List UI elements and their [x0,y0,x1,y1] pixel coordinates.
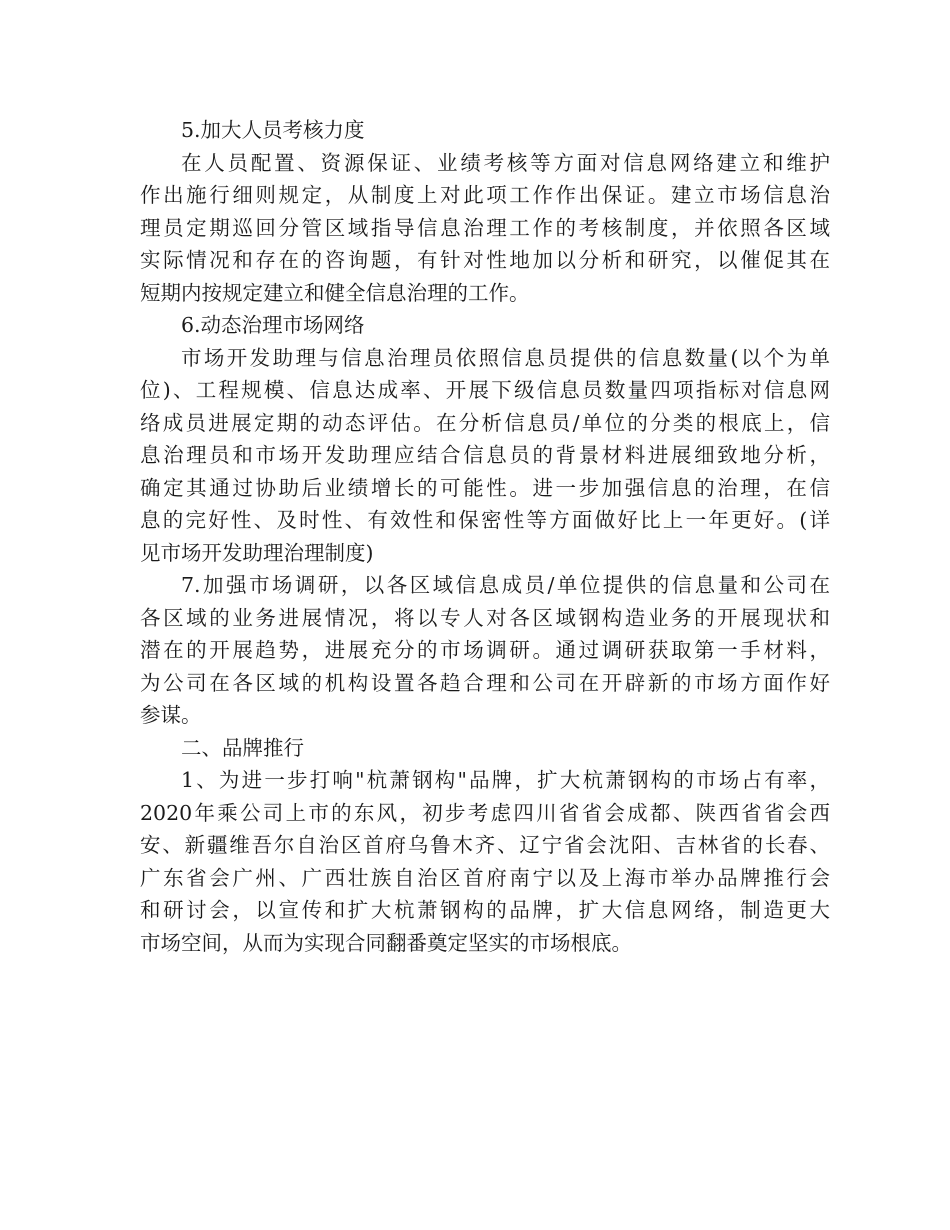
paragraph-line: 理员定期巡回分管区域指导信息治理工作的考核制度，并依照各区域 [140,215,830,240]
document-body [140,114,830,959]
paragraph-line: 潜在的开展趋势，进展充分的市场调研。通过调研获取第一手材料， [140,638,830,662]
paragraph-line: 1、为进一步打响"杭萧钢构"品牌，扩大杭萧钢构的市场占有率， [181,768,830,792]
paragraph-line: 在人员配置、资源保证、业绩考核等方面对信息网络建立和维护 [181,150,830,175]
paragraph-line: 位)、工程规模、信息达成率、开展下级信息员数量四项指标对信息网 [140,378,830,402]
paragraph-line: 短期内按规定建立和健全信息治理的工作。 [140,280,530,305]
section-heading: 5.加大人员考核力度 [181,118,365,142]
paragraph-line: 络成员进展定期的动态评估。在分析信息员/单位的分类的根底上，信 [140,410,830,435]
paragraph-line: 息治理员和市场开发助理应结合信息员的背景材料进展细致地分析， [140,443,830,467]
paragraph-line: 参谋。 [140,703,202,727]
paragraph-line: 为公司在各区域的机构设置各趋合理和公司在开辟新的市场方面作好 [140,670,830,695]
section-heading: 6.动态治理市场网络 [181,313,365,337]
paragraph-line: 和研讨会，以宣传和扩大杭萧钢构的品牌，扩大信息网络，制造更大 [140,898,830,922]
paragraph-line: 7.加强市场调研，以各区域信息成员/单位提供的信息量和公司在 [181,573,830,597]
paragraph-line: 2020年乘公司上市的东风，初步考虑四川省省会成都、陕西省省会西 [140,800,830,825]
paragraph-line: 实际情况和存在的咨询题，有针对性地加以分析和研究，以催促其在 [140,248,830,272]
paragraph-line: 见市场开发助理治理制度) [140,540,374,565]
paragraph-line: 市场空间，从而为实现合同翻番奠定坚实的市场根底。 [140,930,632,955]
paragraph-line: 安、新疆维吾尔自治区首府乌鲁木齐、辽宁省会沈阳、吉林省的长春、 [140,833,830,857]
section-heading: 二、品牌推行 [181,735,304,760]
paragraph-line: 确定其通过协助后业绩增长的可能性。进一步加强信息的治理，在信 [140,475,830,500]
paragraph-line: 息的完好性、及时性、有效性和保密性等方面做好比上一年更好。(详 [140,508,830,532]
paragraph-line: 作出施行细则规定，从制度上对此项工作作出保证。建立市场信息治 [140,183,830,207]
paragraph-line: 各区域的业务进展情况，将以专人对各区域钢构造业务的开展现状和 [140,605,830,630]
paragraph-line: 广东省会广州、广西壮族自治区首府南宁以及上海市举办品牌推行会 [140,865,830,890]
paragraph-line: 市场开发助理与信息治理员依照信息员提供的信息数量(以个为单 [181,345,830,370]
